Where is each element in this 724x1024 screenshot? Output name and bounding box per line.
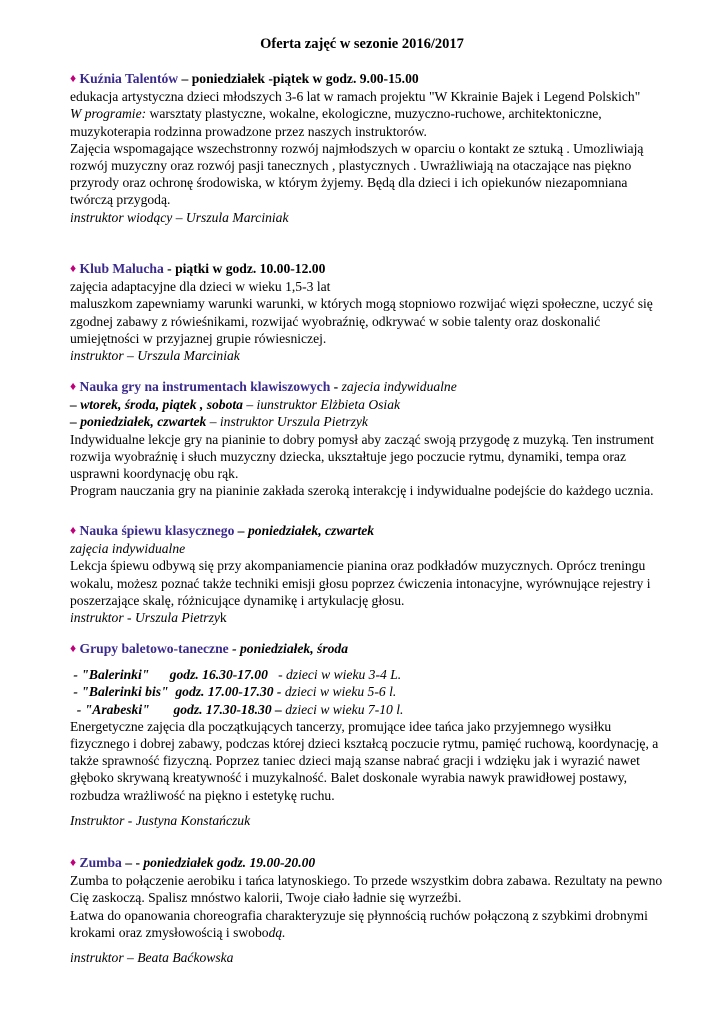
group-name: - "Arabeski" godz. 17.30-18.30 – bbox=[70, 701, 282, 717]
section-name: Nauka śpiewu klasycznego bbox=[79, 523, 235, 538]
section-mode: zajecia indywidualne bbox=[338, 379, 457, 394]
heading-dash: – - bbox=[121, 855, 144, 870]
section-description: Lekcja śpiewu odbywą się przy akompaniamencie pianina oraz podkładów muzycznych. Oprócz treningu wokalu, możesz poznać także techniki emisji głosu poprzez ćwiczenia intonacyjne, wyrównujące rejestry i poszerzające skalę, różnicujące dynamikę i artykulację głosu. bbox=[70, 558, 651, 608]
spacer bbox=[70, 658, 670, 666]
section-mode: zajęcia indywidualne bbox=[70, 541, 186, 557]
schedule-line-1 bbox=[70, 396, 670, 413]
section-schedule: - poniedziałek, środa bbox=[228, 641, 348, 656]
description-text-tail: dą. bbox=[268, 924, 286, 940]
section-instructor: instruktor wiodący – Urszula Marciniak bbox=[70, 209, 289, 225]
page-title: Oferta zajęć w sezonie 2016/2017 bbox=[260, 36, 464, 52]
section-name: Kuźnia Talentów bbox=[79, 71, 179, 86]
section-heading bbox=[70, 854, 670, 872]
group-age: - dzieci w wieku 3-4 L. bbox=[267, 667, 402, 683]
group-age: dzieci w wieku 5-6 l. bbox=[281, 684, 397, 700]
section-nauka-spiewu bbox=[70, 522, 670, 626]
section-zumba bbox=[70, 854, 670, 966]
section-heading bbox=[70, 70, 670, 88]
section-description-2 bbox=[70, 907, 670, 941]
program-text: warsztaty plastyczne, wokalne, ekologiczne, muzyczno-ruchowe, architektoniczne, muzykoterapia rodzinna prowadzone przez naszych instruktorów. bbox=[70, 106, 602, 139]
section-intro: edukacja artystyczna dzieci młodszych 3-6 lat w ramach projektu "W Kkrainie Bajek i Legend Polskich" bbox=[70, 89, 641, 105]
heading-dash: - bbox=[330, 379, 339, 394]
section-nauka-gry bbox=[70, 378, 670, 499]
group-row bbox=[70, 683, 670, 700]
section-heading bbox=[70, 378, 670, 396]
section-klub-malucha bbox=[70, 260, 670, 364]
schedule-days: – poniedziałek, czwartek bbox=[70, 414, 207, 430]
schedule-instructor: – instruktor Urszula Pietrzyk bbox=[206, 414, 368, 430]
section-intro: zajęcia adaptacyjne dla dzieci w wieku 1,5-3 lat bbox=[70, 279, 331, 295]
section-instructor: instruktor – Urszula Marciniak bbox=[70, 348, 240, 364]
group-name: - "Balerinki" godz. 16.30-17.00 bbox=[70, 667, 268, 683]
section-description-2: Program nauczania gry na pianinie zakłada szeroką interakcję i indywidualne podejście do każdego ucznia. bbox=[70, 483, 654, 499]
diamond-bullet-icon: ♦ bbox=[70, 71, 77, 85]
section-name: Klub Malucha bbox=[79, 261, 164, 276]
section-kuznia-talentow bbox=[70, 70, 670, 226]
section-description: Zumba to połączenie aerobiku i tańca latynoskiego. To przede wszystkim dobra zabawa. Rezultaty na pewno Cię zaskoczą. Spalisz mnóstwo kalorii, Twoje ciało ładnie się wyrzeźbi. bbox=[70, 873, 663, 906]
description-text: Łatwa do opanowania choreografia charakteryzuje się płynnością ruchów połączoną z szybkimi drobnymi krokami oraz zmysłowością i swobo bbox=[70, 907, 648, 940]
section-grupy-baletowe bbox=[70, 640, 670, 829]
section-name: Grupy baletowo-taneczne bbox=[79, 641, 229, 656]
group-row bbox=[70, 666, 670, 683]
instructor-text-tail: k bbox=[219, 610, 227, 626]
section-schedule: – poniedziałek, czwartek bbox=[234, 523, 375, 538]
schedule-days: – wtorek, środa, piątek , sobota bbox=[70, 397, 243, 413]
section-description: Energetyczne zajęcia dla początkujących tancerzy, promujące idee tańca jako przyjemnego wysiłku fizycznego i dobrej zabawy, podczas której dzieci kształcą poczucie rytmu, pamięć ruchową, koordynację, a także sprawność fizyczną. Poprzez taniec dzieci mają szanse nabrać gracji i wdzięku jak i wyrazić nawet głęboko skrywaną kreatywność i muzykalność. Balet doskonale wyrabia nawyk prawidłowej postawy, rozbudza wrażliwość na piękno i estetykę ruchu. bbox=[70, 718, 659, 803]
section-instructor bbox=[70, 609, 670, 626]
section-description: maluszkom zapewniamy warunki warunki, w których mogą stopniowo rozwijać więzi społeczne, uczyć się zgodnej zabawy z rówieśnikami, rozwijać wyobraźnię, odkrywać w sobie talenty oraz doskonalić umiejętności w przyjaznej grupie rówiesniczej. bbox=[70, 296, 653, 346]
section-schedule: - piątki w godz. 10.00-12.00 bbox=[163, 261, 326, 276]
schedule-line-2 bbox=[70, 413, 670, 430]
spacer bbox=[70, 804, 670, 812]
section-instructor: instruktor – Beata Baćkowska bbox=[70, 950, 234, 966]
diamond-bullet-icon: ♦ bbox=[70, 523, 77, 537]
section-name: Zumba bbox=[79, 855, 122, 870]
section-schedule: – poniedziałek -piątek w godz. 9.00-15.00 bbox=[178, 71, 419, 86]
program-paragraph bbox=[70, 105, 670, 139]
section-description: Zajęcia wspomagające wszechstronny rozwój najmłodszych w oparciu o kontakt ze sztuką . Umozliwiają rozwój muzyczny oraz rozwój pasji tanecznych , plastycznych . Uwrażliwiają na otaczające nas piękno przyrody oraz ochronę środowiska, w którym żyjemy. Będą dla dzieci i ich opiekunów niezapomniana twórczą przygodą. bbox=[70, 140, 644, 208]
group-name: - "Balerinki bis" godz. 17.00-17.30 - bbox=[70, 684, 282, 700]
section-name: Nauka gry na instrumentach klawiszowych bbox=[79, 379, 331, 394]
diamond-bullet-icon: ♦ bbox=[70, 641, 77, 655]
group-age: dzieci w wieku 7-10 l. bbox=[281, 701, 404, 717]
section-heading bbox=[70, 640, 670, 658]
diamond-bullet-icon: ♦ bbox=[70, 855, 77, 869]
schedule-instructor: – iunstruktor Elżbieta Osiak bbox=[242, 397, 401, 413]
diamond-bullet-icon: ♦ bbox=[70, 261, 77, 275]
section-instructor: Instruktor - Justyna Konstańczuk bbox=[70, 812, 251, 828]
diamond-bullet-icon: ♦ bbox=[70, 379, 77, 393]
section-schedule: poniedziałek godz. 19.00-20.00 bbox=[143, 855, 316, 870]
instructor-text: instruktor - Urszula Pietrzy bbox=[70, 610, 220, 626]
program-label: W programie: bbox=[70, 106, 147, 122]
section-description: Indywidualne lekcje gry na pianinie to dobry pomysł aby zacząć swoją przygodę z muzyką. Ten instrument rozwija wyobraźnię i słuch muzyczny dziecka, ukształtuje jego poczucie rytmu, dynamiki, tempa oraz usprawni koordynację obu rąk. bbox=[70, 431, 654, 482]
spacer bbox=[70, 941, 670, 949]
section-heading bbox=[70, 260, 670, 278]
group-row bbox=[70, 701, 670, 718]
section-heading bbox=[70, 522, 670, 540]
